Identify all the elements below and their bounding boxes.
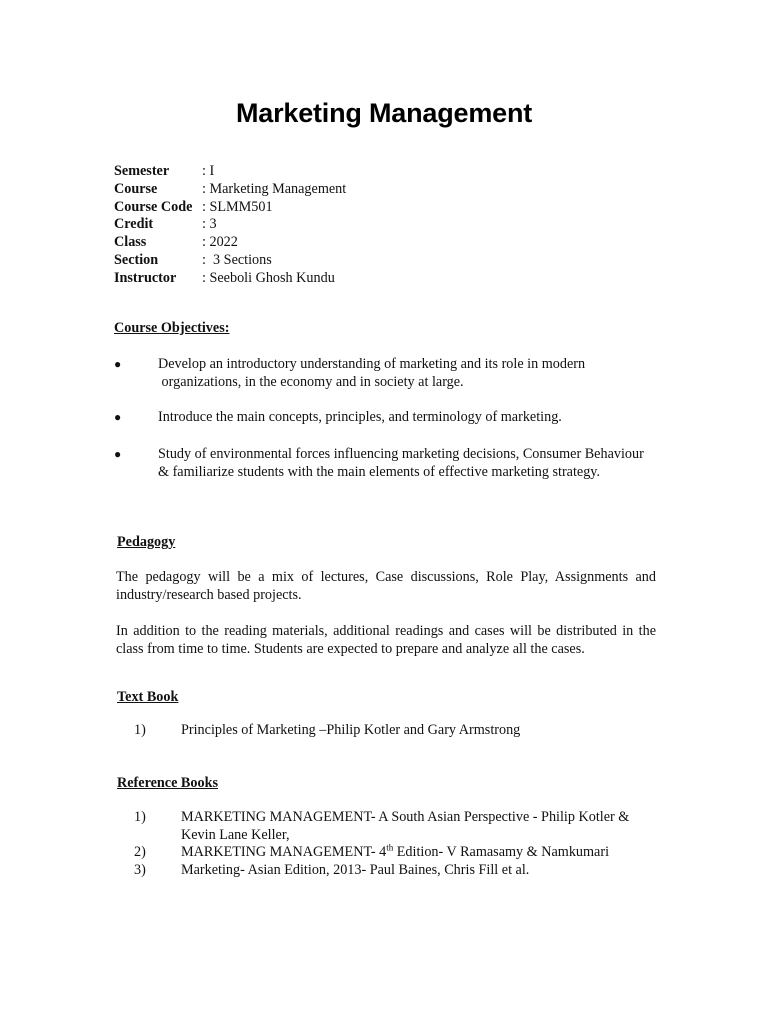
course-info-label: Course Code [114,198,193,215]
course-info-value: : Marketing Management [202,180,347,197]
course-info [114,163,346,288]
objective-text: Develop an introductory understanding of marketing and its role in modern organizations, in the economy and in society at large. [158,356,586,390]
list-text-part: MARKETING MANAGEMENT- 4 [181,844,387,860]
course-info-label: Semester [114,163,170,179]
course-info-value: : SLMM501 [202,198,273,215]
course-info-value: : Seeboli Ghosh Kundu [202,269,335,286]
course-info-value: : I [202,163,215,179]
pedagogy-paragraph: The pedagogy will be a mix of lectures, Case discussions, Role Play, Assignments and industry/research based projects. [116,569,656,603]
course-info-row-class [114,234,346,252]
pedagogy-heading: Pedagogy [117,534,176,550]
list-number: 1) [134,809,146,825]
course-info-value: : 3 Sections [202,251,272,268]
course-info-row-semester [114,163,346,181]
course-info-row-course-code [114,199,346,217]
bullet-icon: ● [114,357,122,371]
list-number: 3) [134,861,146,878]
reference-books-list [134,809,657,879]
document-title: Marketing Management [235,98,533,128]
list-item [134,722,657,740]
course-info-label: Section [114,251,159,268]
objective-item [114,355,658,391]
list-text: Principles of Marketing –Philip Kotler and Gary Armstrong [181,722,521,738]
course-info-row-instructor [114,270,346,288]
text-book-list [134,722,657,740]
bullet-icon: ● [114,447,122,461]
course-info-row-section [114,252,346,270]
course-info-value: : 3 [202,216,217,233]
course-info-label: Instructor [114,269,177,286]
reference-books-heading: Reference Books [117,775,218,791]
ordinal-suffix: th [386,842,394,853]
objective-item [114,408,658,426]
pedagogy-paragraph: In addition to the reading materials, additional readings and cases will be distributed in the class from time to time. Students are expected to prepare and analyze all the cases. [116,623,656,657]
list-text-part: Edition- V Ramasamy & Namkumari [393,844,610,860]
course-info-value: : 2022 [202,234,238,251]
course-info-label: Course [114,180,158,197]
course-info-label: Class [114,234,147,251]
objective-text: Introduce the main concepts, principles, and terminology of marketing. [158,409,562,425]
list-item [134,844,657,862]
bullet-icon: ● [114,410,122,424]
list-text: Marketing- Asian Edition, 2013- Paul Baines, Chris Fill et al. [181,861,530,878]
list-number: 2) [134,844,146,860]
course-info-label: Credit [114,216,154,233]
course-info-row-course [114,181,346,199]
text-book-heading: Text Book [117,689,179,705]
list-number: 1) [134,722,146,738]
course-info-row-credit [114,216,346,234]
list-item [134,809,657,844]
objective-text: Study of environmental forces influencing marketing decisions, Consumer Behaviour & familiarize students with the main elements of effective marketing strategy. [158,446,648,480]
course-objectives-heading: Course Objectives: [114,320,230,336]
list-text [181,844,657,862]
list-text: MARKETING MANAGEMENT- A South Asian Perspective - Philip Kotler & Kevin Lane Keller, [181,809,630,843]
list-item [134,862,657,880]
objective-item [114,445,658,481]
